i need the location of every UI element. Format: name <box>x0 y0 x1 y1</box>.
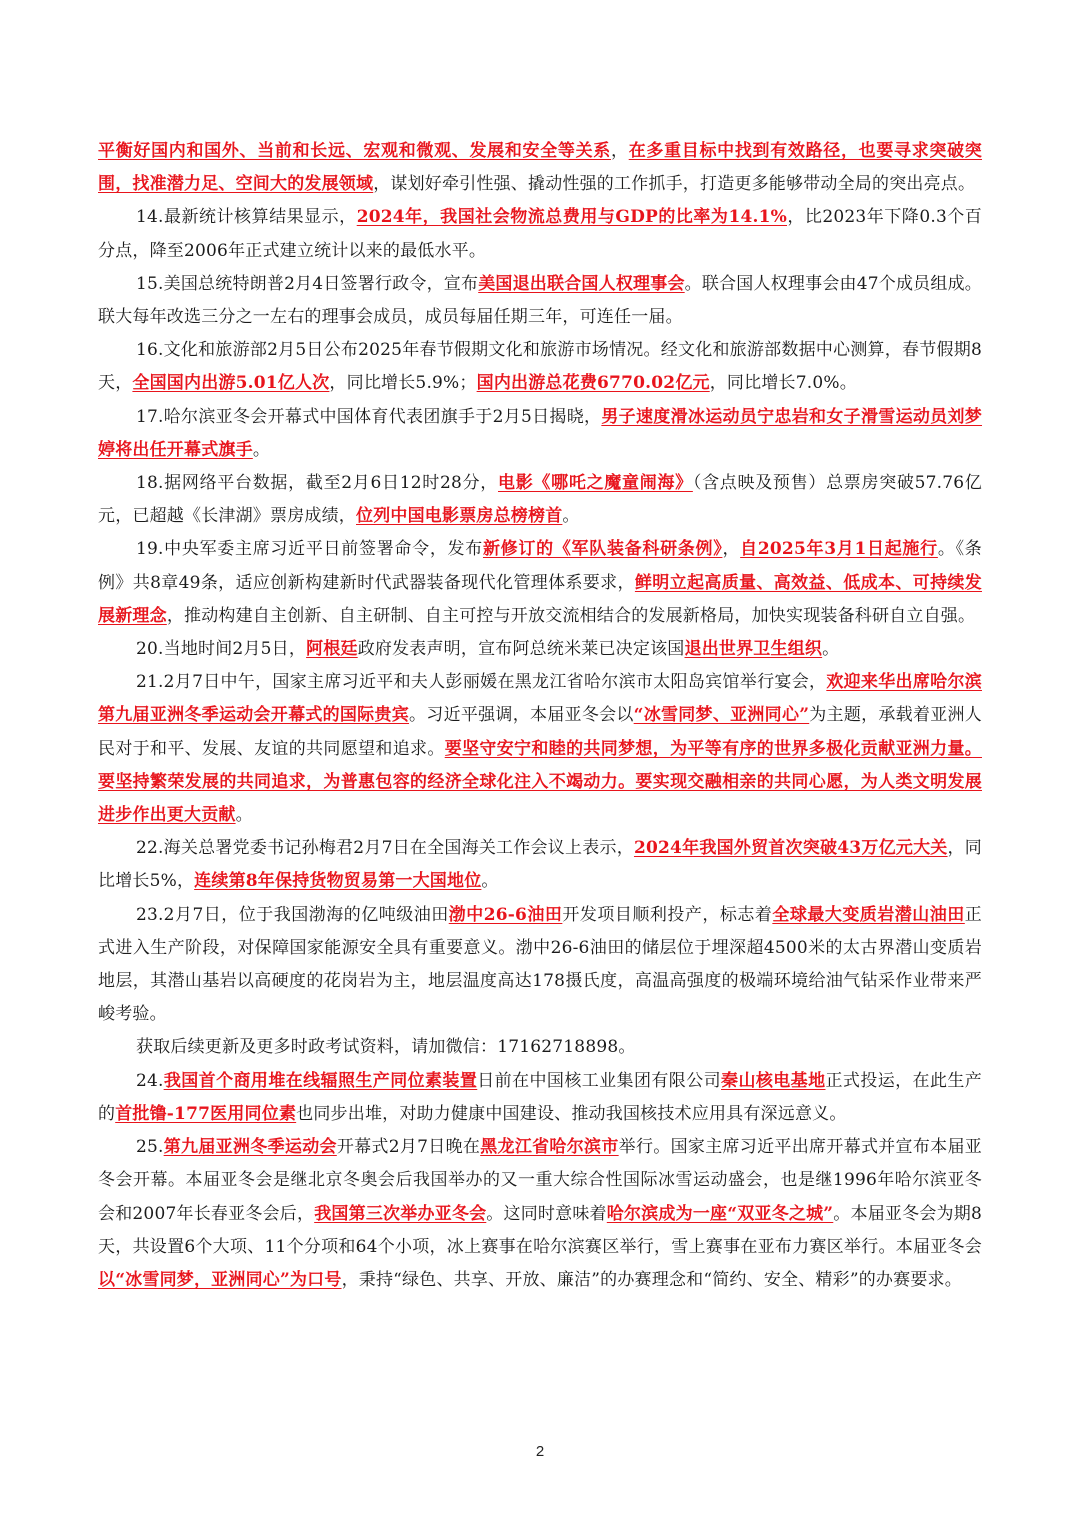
body-text: 17.哈尔滨亚冬会开幕式中国体育代表团旗手于2月5日揭晓， <box>136 406 602 427</box>
body-text: 。这同时意味着 <box>486 1203 607 1224</box>
body-text: 14.最新统计核算结果显示， <box>136 207 357 228</box>
body-text: ， <box>722 539 741 560</box>
body-text: 。 <box>235 805 253 826</box>
highlighted-text: 2024年我国外贸首次突破43万亿元大关 <box>633 838 948 859</box>
body-text: 19.中央军委主席习近平日前签署命令，发布 <box>136 539 483 560</box>
body-text: ，同比增长5.9%； <box>329 373 477 394</box>
body-text: 。 <box>252 439 271 460</box>
highlighted-text: 国内出游总花费6770.02亿元 <box>476 373 710 394</box>
highlighted-text: 第九届亚洲冬季运动会 <box>163 1137 337 1158</box>
highlighted-text: 哈尔滨成为一座“双亚冬之城” <box>606 1203 834 1224</box>
paragraph-p18 <box>98 467 982 533</box>
highlighted-text: 男子速度滑冰运动员宁忠岩和女子滑雪运动员刘梦婷将出任开幕式旗手 <box>98 406 983 460</box>
highlighted-text: 我国首个商用堆在线辐照生产同位素装置 <box>163 1070 478 1091</box>
body-text: 开发项目顺利投产，标志着 <box>562 904 773 925</box>
body-text: 获取后续更新及更多时政考试资料，请加微信：17162718898。 <box>136 1037 636 1058</box>
body-text: 21.2月7日中午，国家主席习近平和夫人彭丽媛在黑龙江省哈尔滨市太阳岛宾馆举行宴会， <box>136 672 827 693</box>
body-text: 24. <box>136 1070 164 1091</box>
body-text: 22.海关总署党委书记孙梅君2月7日在全国海关工作会议上表示， <box>136 838 634 859</box>
body-text: ，同比增长5%， <box>98 838 982 892</box>
highlighted-text: 欢迎来华出席哈尔滨第九届亚洲冬季运动会开幕式的国际贵宾 <box>98 672 982 726</box>
body-text: 政府发表声明，宣布阿总统米莱已决定该国 <box>357 639 685 660</box>
highlighted-text: 黑龙江省哈尔滨市 <box>480 1137 619 1158</box>
highlighted-text: 全球最大变质岩潜山油田 <box>772 904 965 925</box>
paragraph-p13-cont <box>98 135 982 201</box>
paragraph-p14 <box>98 201 982 267</box>
body-text: ，谋划好牵引性强、撬动性强的工作抓手，打造更多能够带动全局的突出亮点。 <box>373 174 976 195</box>
paragraph-p15 <box>98 268 982 334</box>
body-text: 。 <box>562 506 580 527</box>
body-text: ，秉持“绿色、共享、开放、廉洁”的办赛理念和“简约、安全、精彩”的办赛要求。 <box>341 1269 962 1290</box>
body-text: 日前在中国核工业集团有限公司 <box>477 1070 722 1091</box>
highlighted-text: 自2025年3月1日起施行 <box>740 539 938 560</box>
paragraph-p23 <box>98 899 982 1032</box>
page-number: 2 <box>535 1443 545 1460</box>
body-text: ， <box>611 141 629 161</box>
body-text: 16.文化和旅游部2月5日公布2025年春节假期文化和旅游市场情况。经文化和旅游部数据中心测算，春节假期8天， <box>98 340 982 394</box>
highlighted-text: 连续第8年保持货物贸易第一大国地位 <box>194 871 482 892</box>
body-text: 。《条例》共8章49条，适应创新构建新时代武器装备现代化管理体系要求， <box>98 539 982 593</box>
paragraph-p20 <box>98 633 982 666</box>
highlighted-text: 阿根廷 <box>306 639 358 660</box>
paragraph-p25 <box>98 1131 982 1297</box>
body-text: 。本届亚冬会为期8天，共设置6个大项、11个分项和64个小项，冰上赛事在哈尔滨赛区举行，雪上赛事在亚布力赛区举行。本届亚冬会 <box>98 1203 982 1257</box>
body-text: （含点映及预售）总票房突破57.76亿元，已超越《长津湖》票房成绩， <box>98 473 983 527</box>
body-text: 。习近平强调，本届亚冬会以 <box>409 705 634 726</box>
body-text: 正式投运，在此生产的 <box>98 1070 982 1124</box>
body-text: 15.美国总统特朗普2月4日签署行政令，宣布 <box>136 273 479 294</box>
paragraph-p17 <box>98 401 982 467</box>
highlighted-text: “冰雪同梦、亚洲同心” <box>633 705 810 726</box>
highlighted-text: 首批镥-177医用同位素 <box>115 1103 297 1124</box>
highlighted-text: 美国退出联合国人权理事会 <box>478 273 685 294</box>
body-text: 举行。国家主席习近平出席开幕式并宣布本届亚冬会开幕。本届亚冬会是继北京冬奥会后我国举办的又一重大综合性国际冰雪运动盛会，也是继1996年哈尔滨亚冬会和2007年长春亚冬会后， <box>98 1137 982 1224</box>
paragraph-p16 <box>98 334 982 400</box>
paragraph-p22 <box>98 832 982 898</box>
body-text: 23.2月7日，位于我国渤海的亿吨级油田 <box>136 904 449 925</box>
body-text: 也同步出堆，对助力健康中国建设、推动我国核技术应用具有深远意义。 <box>296 1103 847 1124</box>
body-text: ，比2023年下降0.3个百分点，降至2006年正式建立统计以来的最低水平。 <box>98 207 983 261</box>
highlighted-text: 渤中26-6油田 <box>448 904 563 925</box>
highlighted-text: 新修订的《军队装备科研条例》 <box>482 539 723 560</box>
highlighted-text: 鲜明立起高质量、高效益、低成本、可持续发展新理念 <box>98 572 982 626</box>
paragraph-p-wechat <box>98 1031 982 1064</box>
highlighted-text: 电影《哪吒之魔童闹海》 <box>498 473 693 494</box>
highlighted-text: 以“冰雪同梦，亚洲同心”为口号 <box>98 1269 342 1290</box>
highlighted-text: 位列中国电影票房总榜榜首 <box>356 506 563 527</box>
body-text: 。 <box>822 639 840 660</box>
highlighted-text: 全国国内出游5.01亿人次 <box>132 373 330 394</box>
paragraph-p21 <box>98 666 982 832</box>
body-text: 。联合国人权理事会由47个成员组成。联大每年改选三分之一左右的理事会成员，成员每届任期三年，可连任一届。 <box>98 273 982 328</box>
body-text: 为主题，承载着亚洲人民对于和平、发展、友谊的共同愿望和追求。 <box>98 705 982 759</box>
highlighted-text: 要坚守安宁和睦的共同梦想，为平等有序的世界多极化贡献亚洲力量。要坚持繁荣发展的共同追求，为普惠包容的经济全球化注入不竭动力。要实现交融相亲的共同心愿，为人类文明发展进步作出更大贡献 <box>98 738 982 826</box>
highlighted-text: 我国第三次举办亚冬会 <box>314 1203 487 1224</box>
document-body <box>98 135 982 1297</box>
highlighted-text: 秦山核电基地 <box>721 1070 826 1091</box>
body-text: 18.据网络平台数据，截至2月6日12时28分， <box>136 473 498 494</box>
highlighted-text: 退出世界卫生组织 <box>684 639 823 660</box>
body-text: 25. <box>136 1137 164 1158</box>
paragraph-p19 <box>98 533 982 633</box>
body-text: 正式进入生产阶段，对保障国家能源安全具有重要意义。渤中26-6油田的储层位于埋深超4500米的太古界潜山变质岩地层，其潜山基岩以高硬度的花岗岩为主，地层温度高达178摄氏度，高温高强度的极端环境给油气钻采作业带来严峻考验。 <box>98 904 982 1025</box>
highlighted-text: 在多重目标中找到有效路径，也要寻求突破突围，找准潜力足、空间大的发展领域 <box>98 141 983 195</box>
highlighted-text: 平衡好国内和国外、当前和长远、宏观和微观、发展和安全等关系 <box>98 141 611 161</box>
body-text: 开幕式2月7日晚在 <box>336 1137 481 1158</box>
body-text: ，推动构建自主创新、自主研制、自主可控与开放交流相结合的发展新格局，加快实现装备科研自立自强。 <box>166 605 976 626</box>
highlighted-text: 2024年，我国社会物流总费用与GDP的比率为14.1% <box>356 207 788 228</box>
body-text: ，同比增长7.0%。 <box>709 373 857 394</box>
paragraph-p24 <box>98 1065 982 1131</box>
body-text: 20.当地时间2月5日， <box>136 639 307 660</box>
body-text: 。 <box>481 871 499 892</box>
